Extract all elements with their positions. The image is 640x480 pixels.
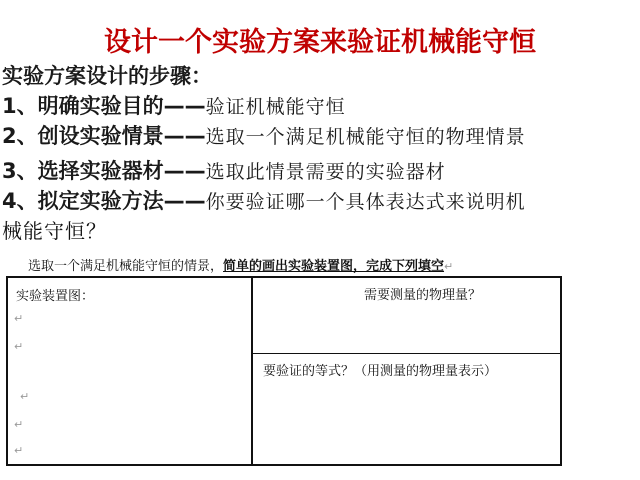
step-2-label: 2、创设实验情景—— xyxy=(2,124,206,148)
step-1 xyxy=(2,90,346,120)
step-2 xyxy=(2,120,526,150)
equation-label: 要验证的等式？（用测量的物理量表示） xyxy=(263,364,498,379)
step-3 xyxy=(2,155,446,185)
paragraph-mark-icon: ↵ xyxy=(20,390,30,403)
step-3-desc: 选取此情景需要的实验器材 xyxy=(205,161,446,183)
table-divider-vertical xyxy=(251,278,253,464)
paragraph-mark-icon: ↵ xyxy=(14,418,24,431)
paragraph-mark-icon: ↵ xyxy=(14,312,24,325)
step-1-desc: 验证机械能守恒 xyxy=(205,96,346,118)
table-divider-horizontal xyxy=(253,353,560,354)
worksheet-table xyxy=(6,276,562,466)
step-4-label: 4、拟定实验方法—— xyxy=(2,189,206,213)
page-title: 设计一个实验方案来验证机械能守恒 xyxy=(104,27,536,58)
instruction-line xyxy=(28,255,453,274)
quantities-label: 需要测量的物理量？ xyxy=(364,288,482,303)
step-3-label: 3、选择实验器材—— xyxy=(2,159,206,183)
step-4-desc: 你要验证哪一个具体表达式来说明机 xyxy=(205,191,526,213)
apparatus-diagram-label: 实验装置图： xyxy=(16,289,95,304)
instruction-underlined: 简单的画出实验装置图，完成下列填空 xyxy=(223,259,445,274)
step-2-desc: 选取一个满足机械能守恒的物理情景 xyxy=(205,126,526,148)
paragraph-mark-icon: ↵ xyxy=(14,340,24,353)
paragraph-mark-icon: ↵ xyxy=(14,444,24,457)
instruction-plain: 选取一个满足机械能守恒的情景， xyxy=(28,259,224,274)
step-4 xyxy=(2,185,526,215)
paragraph-mark-icon: ↵ xyxy=(444,260,454,273)
steps-heading: 实验方案设计的步骤： xyxy=(2,64,212,88)
step-1-label: 1、明确实验目的—— xyxy=(2,94,206,118)
step-4-continuation: 械能守恒？ xyxy=(2,219,107,243)
